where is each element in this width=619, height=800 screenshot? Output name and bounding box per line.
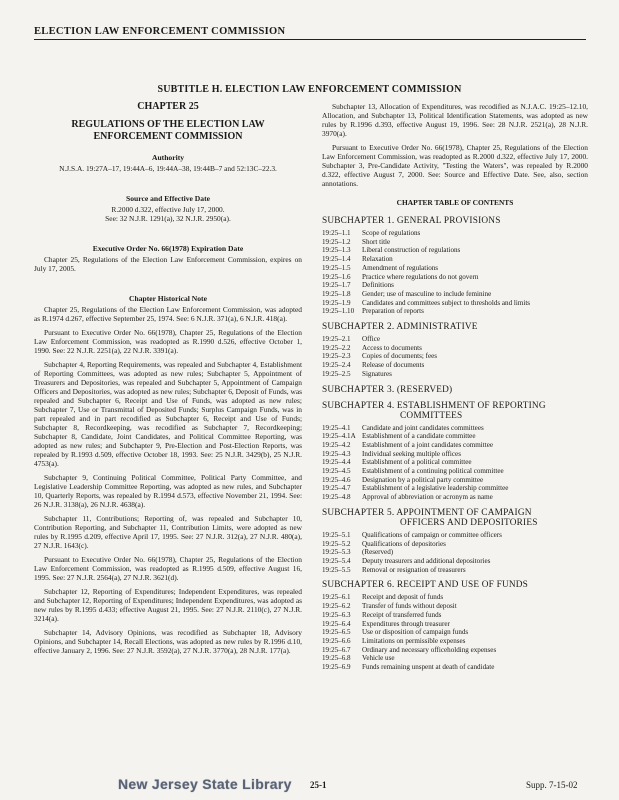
history-paragraph: Pursuant to Executive Order No. 66(1978), Chapter 25, Regulations of the Election Law Enforcement Commission, was readopted as R.1990 d.526, effective October 1, 1990. See: 22 N.J.R. 2251(a), 22 N.J.R. 3391(a). [34, 328, 302, 355]
toc-entry [322, 335, 588, 344]
subchapter-title-continued: COMMITTEES [400, 410, 463, 421]
toc-entry [322, 299, 588, 308]
section-title: Amendment of regulations [362, 263, 439, 272]
section-number: 19:25–6.9 [322, 663, 351, 672]
subchapter-heading [322, 216, 588, 226]
section-number: 19:25–6.5 [322, 628, 351, 637]
section-title: Designation by a political party committee [362, 475, 484, 484]
page-number: 25-1 [310, 780, 327, 790]
toc-entry [322, 307, 588, 316]
section-number: 19:25–4.4 [322, 458, 351, 467]
subchapter-title: SUBCHAPTER 5. APPOINTMENT OF CAMPAIGN [322, 507, 532, 518]
history-paragraph: Pursuant to Executive Order No. 66(1978), Chapter 25, Regulations of the Election Law Enforcement Commission, was readopted as R.2000 d.322, effective July 17, 2000. Subchapter 3, Pre-Candidate Activity, "Testing the Waters", was repealed by R.2000 d.322, effective August 7, 2000. See: Source and Effective Date. See, also, section annotations. [322, 143, 588, 188]
section-title: Expenditures through treasurer [362, 619, 450, 628]
section-title: Vehicle use [362, 654, 395, 663]
toc-entry [322, 370, 588, 379]
section-number: 19:25–5.2 [322, 539, 351, 548]
toc-entry [322, 424, 588, 433]
section-number: 19:25–4.1 [322, 423, 351, 432]
page-footer [0, 778, 619, 794]
section-number: 19:25–6.2 [322, 602, 351, 611]
section-title: Use or disposition of campaign funds [362, 628, 469, 637]
history-paragraph: Subchapter 9, Continuing Political Committee, Political Party Committee, and Legislative Leadership Committee Reporting, was adopted as new rules, and Subchapter 10, Quarterly Reports, was repealed by R.1994 d.573, effective November 21, 1994. See: 26 N.J.R. 3138(a), 26 N.J.R. 4638(a). [34, 473, 302, 509]
expiration-text: Chapter 25, Regulations of the Election Law Enforcement Commission, expires on July 17, 2005. [34, 255, 302, 273]
section-number: 19:25–6.4 [322, 619, 351, 628]
toc-entry [322, 264, 588, 273]
section-title: Receipt of transferred funds [362, 610, 442, 619]
section-number: 19:25–1.4 [322, 255, 351, 264]
subchapter-title-continued: OFFICERS AND DEPOSITORIES [400, 517, 538, 528]
section-title: Copies of documents; fees [362, 352, 438, 361]
supplement-date: Supp. 7-15-02 [526, 780, 578, 790]
section-title: Short title [362, 237, 391, 246]
toc-entry [322, 484, 588, 493]
section-number: 19:25–1.1 [322, 229, 351, 237]
section-number: 19:25–1.9 [322, 298, 351, 307]
section-number: 19:25–4.6 [322, 475, 351, 484]
section-title: Removal or resignation of treasurers [362, 565, 466, 574]
toc-entry [322, 432, 588, 441]
section-title: Relaxation [362, 255, 393, 264]
section-title: Establishment of a continuing political committee [362, 467, 504, 476]
section-number: 19:25–6.3 [322, 610, 351, 619]
section-number: 19:25–4.3 [322, 449, 351, 458]
section-title: Funds remaining unspent at death of candidate [362, 663, 495, 672]
expiration-heading: Executive Order No. 66(1978) Expiration Date [92, 244, 244, 253]
subchapter-heading [322, 385, 588, 395]
history-paragraph: Subchapter 4, Reporting Requirements, was repealed and Subchapter 4, Establishment of Reporting Committees, was adopted as new rules; Subchapter 5, Appointment of Treasurers and Depositories, was repealed and Subchapter 5, Appointment of Campaign Officers and Depositories, was adopted as new rules; Subchapter 6, Deposit of Funds, was repealed and Subchapter 6, Receipt and Use of Funds, was adopted as new rules; Subchapter 7, Use or Transmittal of Deposited Funds; Surplus Campaign Funds, was in part repealed and in part recodified as Subchapter 6, Receipt and Use of Funds; Subchapter 8, Recordkeeping, was recodified as Subchapter 7, Recordkeeping; Subchapter 8, Candidate, Joint Candidates, and Political Committee Reporting, was adopted as new rules; and Subchapter 9, Pre-Election and Post-Election Reports, was repealed by R.1993 d.509, effective October 18, 1993. See: 25 N.J.R. 3429(b), 25 N.J.R. 4753(a). [34, 360, 302, 468]
toc-entry [322, 450, 588, 459]
section-title: Signatures [362, 369, 392, 378]
table-of-contents [322, 216, 588, 672]
section-title: Establishment of a joint candidates committee [362, 440, 494, 449]
section-title: Limitations on permissible expenses [362, 636, 466, 645]
section-number: 19:25–2.3 [322, 352, 351, 361]
toc-entry [322, 654, 588, 663]
toc-entry [322, 458, 588, 467]
subchapter-title: SUBCHAPTER 6. RECEIPT AND USE OF FUNDS [322, 580, 529, 591]
section-title: Candidates and committees subject to thresholds and limits [362, 298, 531, 307]
section-number: 19:25–5.4 [322, 556, 351, 565]
toc-entry [322, 540, 588, 549]
section-title: Gender; use of masculine to include feminine [362, 289, 492, 298]
subchapter-title: SUBCHAPTER 2. ADMINISTRATIVE [322, 322, 478, 333]
section-number: 19:25–4.1A [322, 432, 356, 441]
authority-heading: Authority [151, 153, 185, 162]
toc-entry [322, 637, 588, 646]
source-line-1: R.2000 d.322, effective July 17, 2000. [111, 205, 225, 214]
toc-entry [322, 290, 588, 299]
section-title: Qualifications of campaign or committee officers [362, 530, 502, 539]
toc-entry [322, 246, 588, 255]
section-number: 19:25–6.8 [322, 654, 351, 663]
section-title: Individual seeking multiple offices [362, 449, 461, 458]
toc-entry [322, 229, 588, 238]
history-paragraph: Subchapter 13, Allocation of Expenditures, was recodified as N.J.A.C. 19:25–12.10, Allocation, and Subchapter 13, Political Identification Statements, was adopted as new rules by R.1996 d.393, effective August 19, 1996. See: 28 N.J.R. 2521(a), 28 N.J.R. 3970(a). [322, 102, 588, 138]
chapter-number: CHAPTER 25 [137, 101, 199, 112]
toc-entry [322, 646, 588, 655]
section-title: Preparation of reports [362, 307, 424, 316]
section-number: 19:25–1.7 [322, 281, 351, 290]
toc-entry [322, 273, 588, 282]
library-stamp: New Jersey State Library [118, 776, 292, 792]
subchapter-title: SUBCHAPTER 3. (RESERVED) [322, 384, 453, 395]
subtitle-heading: SUBTITLE H. ELECTION LAW ENFORCEMENT COMMISSION [157, 84, 462, 95]
section-title: Office [362, 335, 380, 344]
history-paragraph: Subchapter 12, Reporting of Expenditures; Independent Expenditures, was repealed and Subchapter 12, Reporting of Expenditures; Independent Expenditures, was adopted as new rules by R.1995 d.433; effective August 21, 1995. See: 27 N.J.R. 2110(c), 27 N.J.R. 3214(a). [34, 587, 302, 623]
subchapter-heading [322, 401, 588, 421]
toc-entry [322, 620, 588, 629]
section-title: Ordinary and necessary officeholding expenses [362, 645, 497, 654]
section-title: Practice where regulations do not govern [362, 272, 479, 281]
section-title: Scope of regulations [362, 229, 421, 237]
section-title: Release of documents [362, 361, 425, 370]
toc-entry [322, 352, 588, 361]
section-title: Establishment of a legislative leadership committee [362, 484, 509, 493]
section-number: 19:25–2.2 [322, 343, 351, 352]
right-column [322, 102, 588, 672]
section-number: 19:25–1.10 [322, 307, 355, 316]
section-number: 19:25–1.3 [322, 246, 351, 255]
toc-entry [322, 238, 588, 247]
toc-entry [322, 493, 588, 502]
toc-entry [322, 593, 588, 602]
section-number: 19:25–1.5 [322, 263, 351, 272]
section-title: Liberal construction of regulations [362, 246, 461, 255]
toc-entry [322, 441, 588, 450]
source-heading: Source and Effective Date [125, 194, 210, 203]
section-number: 19:25–4.8 [322, 493, 351, 502]
section-title: Approval of abbreviation or acronym as name [362, 493, 493, 502]
subchapter-title: SUBCHAPTER 4. ESTABLISHMENT OF REPORTING [322, 400, 546, 411]
toc-entry [322, 344, 588, 353]
toc-entry [322, 281, 588, 290]
section-number: 19:25–4.5 [322, 467, 351, 476]
history-paragraph: Subchapter 14, Advisory Opinions, was recodified as Subchapter 18, Advisory Opinions, and Subchapter 14, Recall Elections, was adopted as new rules by R.1996 d.10, effective January 2, 1996. See: 27 N.J.R. 3592(a), 27 N.J.R. 3770(a), 28 N.J.R. 177(a). [34, 628, 302, 655]
section-title: Access to documents [362, 343, 422, 352]
toc-entry [322, 476, 588, 485]
toc-heading: CHAPTER TABLE OF CONTENTS [396, 198, 514, 207]
section-title: Definitions [362, 281, 394, 290]
section-number: 19:25–4.7 [322, 484, 351, 493]
toc-entry [322, 557, 588, 566]
toc-entry [322, 628, 588, 637]
section-number: 19:25–2.1 [322, 335, 351, 344]
section-number: 19:25–6.7 [322, 645, 351, 654]
toc-entry [322, 548, 588, 557]
history-heading: Chapter Historical Note [129, 294, 207, 303]
toc-entry [322, 531, 588, 540]
toc-entry [322, 467, 588, 476]
section-number: 19:25–5.5 [322, 565, 351, 574]
section-title: (Reserved) [362, 548, 394, 557]
toc-entry [322, 255, 588, 264]
subchapter-title: SUBCHAPTER 1. GENERAL PROVISIONS [322, 216, 501, 226]
section-number: 19:25–4.2 [322, 440, 351, 449]
section-number: 19:25–6.6 [322, 636, 351, 645]
section-number: 19:25–2.4 [322, 361, 351, 370]
section-title: Candidate and joint candidates committees [362, 423, 484, 432]
history-paragraph: Subchapter 11, Contributions; Reporting of, was repealed and Subchapter 10, Contribution Reporting, and Subchapter 11, Contribution Limits, were adopted as new rules by R.1995 d.209, effective April 17, 1995. See: 27 N.J.R. 312(a), 27 N.J.R. 480(a), 27 N.J.R. 1643(c). [34, 514, 302, 550]
section-number: 19:25–1.6 [322, 272, 351, 281]
subchapter-heading [322, 580, 588, 590]
section-number: 19:25–6.1 [322, 593, 351, 602]
chapter-name: REGULATIONS OF THE ELECTION LAW ENFORCEMENT COMMISSION [71, 119, 265, 142]
subchapter-heading [322, 322, 588, 332]
toc-entry [322, 602, 588, 611]
section-number: 19:25–1.8 [322, 289, 351, 298]
toc-entry [322, 566, 588, 575]
section-title: Receipt and deposit of funds [362, 593, 444, 602]
section-title: Qualifications of depositories [362, 539, 446, 548]
section-title: Deputy treasurers and additional depositories [362, 556, 491, 565]
history-paragraph: Pursuant to Executive Order No. 66(1978), Chapter 25, Regulations of the Election Law Enforcement Commission, was readopted as R.1995 d.509, effective August 16, 1995. See: 27 N.J.R. 2564(a), 27 N.J.R. 3621(d). [34, 555, 302, 582]
section-number: 19:25–5.3 [322, 548, 351, 557]
section-number: 19:25–5.1 [322, 530, 351, 539]
source-line-2: See: 32 N.J.R. 1291(a), 32 N.J.R. 2950(a). [105, 214, 231, 223]
section-title: Transfer of funds without deposit [362, 602, 457, 611]
authority-text: N.J.S.A. 19:27A–17, 19:44A–6, 19:44A–38, 19:44B–7 and 52:13C–22.3. [59, 164, 277, 173]
section-title: Establishment of a political committee [362, 458, 472, 467]
subchapter-heading [322, 508, 588, 528]
toc-entry [322, 611, 588, 620]
running-header: ELECTION LAW ENFORCEMENT COMMISSION [34, 26, 586, 40]
left-column [34, 102, 302, 660]
toc-entry [322, 663, 588, 672]
toc-entry [322, 361, 588, 370]
history-paragraph: Chapter 25, Regulations of the Election Law Enforcement Commission, was adopted as R.1974 d.267, effective September 25, 1974. See: 6 N.J.R. 371(a), 6 N.J.R. 418(a). [34, 305, 302, 323]
section-number: 19:25–2.5 [322, 369, 351, 378]
section-title: Establishment of a candidate committee [362, 432, 476, 441]
section-number: 19:25–1.2 [322, 237, 351, 246]
